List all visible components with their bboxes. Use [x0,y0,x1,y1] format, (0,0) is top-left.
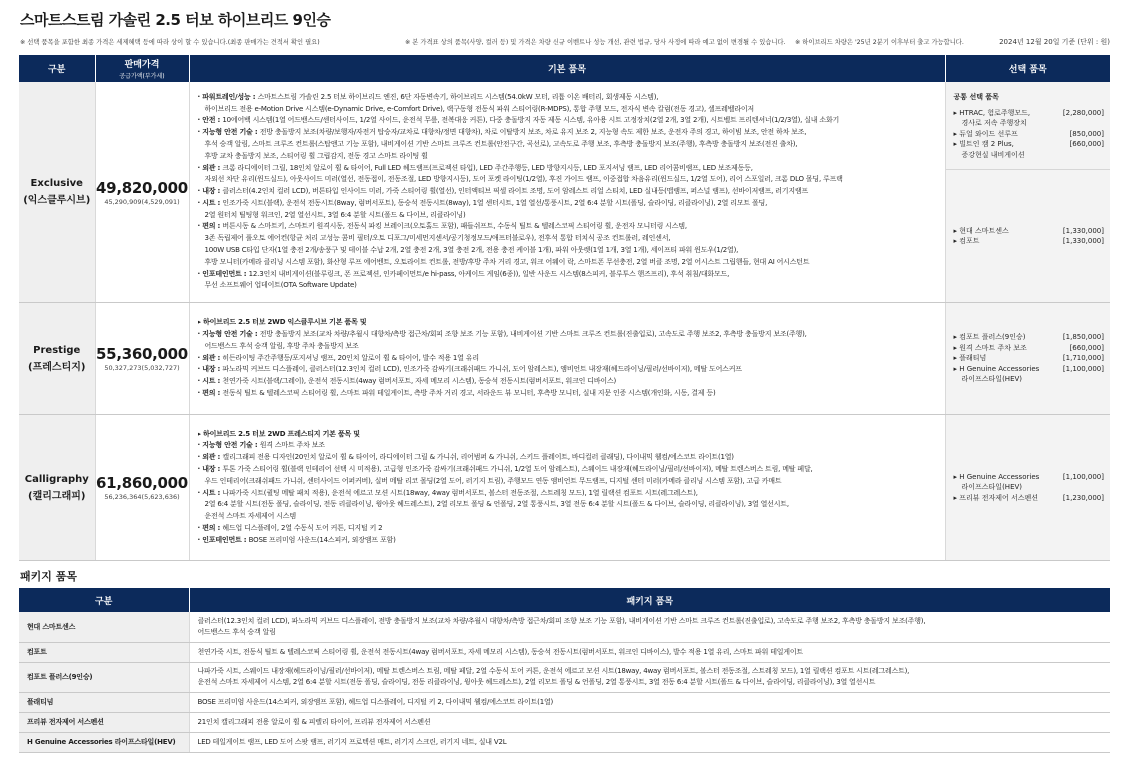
package-line: 운전석 스마트 자세제어 시스템, 2열 6:4 분할 시트(전동 폴딩, 슬라이딩, 전동 리클라이닝, 윙아웃 헤드레스트), 2열 리모트 폴딩 & 언폴딩, 2열 통풍시트, 3열 전동 6:4 분할 시트(폴드 & 다이브, 슬라이딩, 리클라이닝), 3열 열선시트 [197,678,876,686]
option-name-cont: 라이프스타일(HEV) [961,375,1023,384]
option-name: ▸ H Genuine Accessories [953,364,1040,373]
basic-item [198,388,941,400]
option-item [954,353,1105,364]
notes [20,37,1110,49]
basic-item-text: 나파가죽 시트(퀼팅 메탈 패치 적용), 운전석 에르고 모션 시트(18way, 4way 럼버서포트, 볼스터 전동조절, 스트레칭 모드), 1열 릴랙션 컴포트 시트(레그레스트), [222,488,698,497]
price-cell [95,303,189,415]
basic-item [198,92,941,104]
package-row [19,642,1110,662]
basic-item [198,163,941,175]
basic-item [198,353,941,365]
basic-item-text: 100W USB C타입 단자(1열 충전 2개/송풍구 및 테이블 수납 2개, 2열 충전 2개, 3열 충전 2개, 전용 충전 케이블 1개), 파워 아웃렛(1열 1개, 3열 1개), 세이프티 파워 윈도우(1/2열), [204,246,739,255]
option-price: [2,280,000] [1062,108,1104,117]
price-supply: 45,290,909(4,529,091) [104,197,180,206]
trim-cell [19,82,95,303]
package-content [189,612,1110,642]
basic-item [198,511,941,523]
package-line: 21인치 캘리그래피 전용 알로이 휠 & 피렐리 타이어, 프리뷰 전자제어 서스펜션 [197,717,431,726]
package-row [19,662,1110,692]
basic-item-text: 2열 원터치 틸팅형 워크인, 2열 열선시트, 3열 6:4 분할 시트(폴드 & 다이브, 리클라이닝) [204,210,466,219]
package-section-title: 패키지 품목 [20,570,77,583]
date-note: 2024년 12월 20일 기준 (단위 : 원) [999,38,1110,46]
option-name: ▸ 현대 스마트센스 [953,226,1009,235]
basic-item-text: 파노라믹 커브드 디스플레이, 클러스터(12.3인치 컬러 LCD), 인조가죽 감싸기(크래쉬패드 가니쉬, 도어 암레스트), 앰비언트 내장재(헤드라이닝/필러/선바이저), 메탈 도어스커프 [222,365,742,374]
header-group: 구분 [19,55,95,82]
basic-item [198,440,941,452]
basic-items-cell [189,415,945,561]
option-price: [660,000] [1069,343,1104,352]
basic-item-label: · 파워트레인/성능 : [197,92,258,101]
basic-item [198,139,941,151]
basic-item-text: 전방 충돌방지 보조(차량/보행자/자전거 탑승자/교차로 대향차/정면 대향차), 차로 이탈방지 보조, 차로 유지 보조 2, 지능형 속도 제한 보조, 운전자 주의 경고, 하이빔 보조, 안전 하차 보조, [259,128,807,137]
basic-item [198,329,941,341]
note: ※ 본 가격표 상의 품목(사양, 컬러 등) 및 가격은 차량 신규 이벤트나 성능 개선, 관련 법규, 당사 사정에 따라 예고 없이 변경될 수 있습니다. [405,39,786,46]
trim-row [19,415,1110,561]
basic-item-text: 전방 충돌방지 보조(교차 차량/추월시 대향차/측방 접근차/회피 조향 보조 기능 포함), 내비게이션 기반 스마트 크루즈 컨트롤(진출입로), 고속도로 주행 보조2, 후측방 충돌방지 보조(주행), [259,330,807,338]
package-line: LED 테일게이트 램프, LED 도어 스팟 램프, 러기지 프로텍션 매트, 러기지 스크린, 러기지 네트, 실내 V2L [197,737,507,746]
basic-item [198,269,941,281]
basic-item [198,198,941,210]
package-name: 컴포트 플러스(9인승) [19,662,189,692]
package-line: 클러스터(12.3인치 컬러 LCD), 파노라믹 커브드 디스플레이, 전방 충돌방지 보조(교차 차량/추월시 대향차/측방 접근차/회피 조향 보조 기능 포함), 내비게이션 기반 스마트 크루즈 컨트롤(진출입로), 고속도로 주행 보조2, 후측방 충돌방지 보조(주행), [197,616,926,625]
package-content [189,712,1110,732]
pkg-header-items: 패키지 품목 [189,588,1110,612]
basic-item [198,364,941,376]
price-value: 49,820,000 [96,178,188,197]
basic-item-label: · 외관 : [197,353,223,362]
basic-item-text: 후방 모니터(카메라 클리닝 시스템 포함), 화산형 루프 에어벤트, 오토라이트 컨트롤, 전방/후방 주차 거리 경고, 워크 어웨이 락, 스마트폰 무선충전, 2열 버클 조명, 2열 어시스트 그립핸들, 현대 AI 어시스턴트 [204,257,810,266]
basic-item-text: 스마트스트림 가솔린 2.5 터보 하이브리드 엔진, 6단 자동변속기, 하이브리드 시스템(54.0kW 모터, 리튬 이온 배터리, 회생제동 시스템), [257,92,659,101]
price-supply: 56,236,364(5,623,636) [104,493,180,501]
basic-item-text: 무선 소프트웨어 업데이트(OTA Software Update) [204,281,357,290]
trim-name-kr: (익스클루시브) [23,195,91,206]
package-table [19,588,1110,753]
basic-item-label: · 시트 : [197,488,223,497]
trim-cell [19,303,95,415]
basic-item [198,221,941,233]
package-content [189,662,1110,692]
trim-name-en: Exclusive [30,178,83,189]
option-group [946,170,1111,302]
package-content [189,732,1110,752]
package-name: 컴포트 [19,642,189,662]
basic-item-text: 헤드업 디스플레이, 2열 수동식 도어 커튼, 디지털 키 2 [222,523,383,532]
option-price: [1,330,000] [1062,226,1104,235]
basic-item [198,429,941,441]
basic-item [198,376,941,388]
basic-item [198,210,941,222]
option-name-cont: 증강현실 내비게이션 [961,150,1025,159]
option-name: ▸ 원격 스마트 주차 보조 [953,343,1027,352]
option-price: [1,100,000] [1062,472,1104,481]
option-price: [850,000] [1069,129,1104,138]
price-supply: 50,327,273(5,032,727) [104,364,180,372]
option-item [954,139,1105,150]
basic-item-text: 10에어백 시스템(1열 어드밴스드/센터사이드, 1/2열 사이드, 운전석 무릎, 전복대응 커튼), 다중 충돌방지 자동 제동 시스템, 유아용 시트 고정장치(2열 2개, 3열 2개), 시트벨트 프리텐셔너(1/2/3열), 실내 소화기 [222,116,840,125]
basic-item-label: · 내장 : [197,464,223,473]
basic-item-text: 후석 승객 알림, 스마트 크루즈 컨트롤(스탑앤고 기능 포함), 내비게이션 기반 스마트 크루즈 컨트롤(안전구간, 곡선로), 고속도로 주행 보조, 후측방 충돌방지 보조(주행), 후측방 충돌방지 보조(전진 출차), [204,139,798,148]
option-item [954,129,1105,140]
package-row [19,692,1110,712]
basic-item-label: ▸ 하이브리드 2.5 터보 2WD 프레스티지 기본 품목 및 [197,429,360,438]
basic-item-text: 투톤 가죽 스티어링 휠(블랙 인테리어 선택 시 미적용), 고급형 인조가죽 감싸기(크래쉬패드 가니쉬, 1/2열 도어 암레스트), 스웨이드 내장재(헤드라이닝/필러/선바이저), 메탈 트렌스버스 트림, 메탈 페달, [222,464,813,473]
basic-item-label: · 시트 : [197,377,223,386]
basic-item-text: 후방 교차 충돌방지 보조, 스티어링 휠 그립감지, 전동 경고 스마트 라이팅 휠 [204,151,428,160]
basic-item [198,523,941,535]
basic-item-text: 2열 6:4 분할 시트(전동 폴딩, 슬라이딩, 전동 리클라이닝, 윙아웃 헤드레스트), 2열 리모트 폴딩 & 언폴딩, 2열 통풍시트, 3열 전동 6:4 분할 시트(폴드 & 다이브, 슬라이딩, 리클라이닝), 3열 열선시트, [204,500,789,509]
option-group [946,82,1111,170]
basic-item-label: · 인포테인먼트 : [197,535,249,544]
option-name-cont: 경사로 저속 주행장치 [961,119,1027,127]
basic-item [198,104,941,116]
package-content [189,642,1110,662]
basic-item-label: · 지능형 안전 기술 : [197,330,260,338]
basic-item [198,452,941,464]
option-group [946,472,1111,504]
option-price: [1,230,000] [1062,493,1104,502]
option-price: [1,850,000] [1062,333,1104,342]
basic-item-text: 하이브리드 전용 e-Motion Drive 시스템(e-Dynamic Drive, e-Comfort Drive), 랙구동형 전동식 파워 스티어링(R-MDPS), 통합 주행 모드, 전자식 변속 칼럼(전동 경고), 셀프레벨라이저 [204,104,754,113]
pkg-header-group: 구분 [19,588,189,612]
basic-item-text: 히든라이팅 주간주행등/포지셔닝 램프, 20인치 알로이 휠 & 타이어, 발수 적용 1열 유리 [222,353,479,362]
basic-item-text: 크롬 라디에이터 그릴, 18인치 알로이 휠 & 타이어, Full LED 헤드램프(프로젝션 타입), LED 주간주행등, LED 방향지시등, LED 포지셔닝 램프, LED 리어콤비램프, LED 보조제동등, [222,163,753,172]
option-item [954,236,1105,247]
trim-name-kr: (캘리그래피) [28,490,86,502]
package-line: 천연가죽 시트, 전동식 틸트 & 텔레스코픽 스티어링 휠, 운전석 전동시트(4way 럼버서포트, 자세 메모리 시스템), 동승석 전동시트(럼버서포트, 워크인 디바이스), 발수 적용 1열 유리, 스마트 파워 테일게이트 [197,647,803,656]
basic-item [198,174,941,186]
options-cell [945,415,1110,561]
basic-item-label: · 외관 : [197,163,223,172]
basic-item [198,233,941,245]
option-name: ▸ H Genuine Accessories [953,472,1040,481]
basic-item-label: · 안전 : [197,116,223,125]
basic-item [198,115,941,127]
package-row [19,612,1110,642]
basic-item-text: 천연가죽 시트(블랙/그레이), 운전석 전동시트(4way 럼버서포트, 자세 메모리 시스템), 동승석 전동시트(럼버서포트, 워크인 디바이스) [222,377,617,386]
price-cell [95,415,189,561]
page-title: 스마트스트림 가솔린 2.5 터보 하이브리드 9인승 [20,11,331,29]
basic-item [198,488,941,500]
basic-item-text: 원격 스마트 주차 보조 [259,441,325,450]
basic-item [198,151,941,163]
basic-item-label: · 내장 : [197,365,223,374]
price-cell [95,82,189,303]
trim-name-kr: (프레스티지) [28,361,86,373]
trim-name-en: Prestige [33,344,81,356]
basic-item-label: ▸ 하이브리드 2.5 터보 2WD 익스클루시브 기본 품목 및 [197,318,367,327]
package-row [19,732,1110,752]
note: ※ 하이브리드 차량은 '25년 2분기 이후부터 출고 가능합니다. [795,39,964,46]
package-name: 현대 스마트센스 [19,612,189,642]
basic-item-text: 12.3인치 내비게이션(블루링크, 폰 프로젝션, 인카페이먼트/e hi-pass, 아케이드 게임(6종)), 일반 사운드 시스템(8스피커, 블루투스 핸즈프리), 후석 취침/대화모드, [248,269,730,278]
basic-item-text: BOSE 프리미엄 사운드(14스피커, 외장앰프 포함) [248,535,396,544]
basic-item-text: 우드 인테리어(크래쉬패드 가니쉬, 센터사이드 어퍼커버), 실버 메탈 리코 몰딩(2열 도어, 러기지 트림), 주행모드 연동 앰비언트 무드램프, 디지털 센터 미러(카메라 클리닝 시스템 포함), 고급 카매트 [204,476,782,485]
basic-item [198,280,941,292]
basic-items-cell [189,303,945,415]
option-item [954,108,1105,119]
basic-item-label: · 편의 : [197,523,223,532]
option-group [946,332,1111,385]
basic-item-text: 캘리그래피 전용 디자인(20인치 알로이 휠 & 타이어, 라디에이터 그릴 & 가니쉬, 리어범퍼 & 가니쉬, 스키드 플레이트, 바디컬러 클래딩), 다이내믹 웰컴/에스코트 라이트(1열) [222,453,734,462]
option-item [954,332,1105,343]
option-group-title: 공통 선택 품목 [953,93,999,101]
option-item [954,226,1105,237]
basic-item [198,317,941,329]
basic-item [198,186,941,198]
header-price-sub: 공급가액(부가세) [119,73,165,80]
basic-item-label: · 시트 : [197,198,223,207]
option-name: ▸ 컴포트 [953,237,980,245]
option-price: [1,330,000] [1062,237,1104,245]
option-price: [1,710,000] [1062,354,1104,363]
basic-item-text: 클러스터(4.2인치 컬러 LCD), 버튼타입 인사이드 미러, 가죽 스티어링 휠(열선), 인터액티브 픽셀 라이트 조명, 도어 암레스트 리얼 스티치, LED 실내등(맵램프, 퍼스널 램프), 선바이저램프, 러기지램프 [222,187,809,196]
basic-item-text: 전동식 틸트 & 텔레스코픽 스티어링 휠, 스마트 파워 테일게이트, 측방 주차 거리 경고, 서라운드 뷰 모니터, 후측방 모니터, 실내 지문 인증 시스템(개인화, 시동, 결제 등) [222,388,716,397]
option-item [954,472,1105,483]
basic-item-label: · 편의 : [197,388,223,397]
package-row [19,712,1110,732]
basic-item [198,464,941,476]
options-cell [945,82,1110,303]
option-name: ▸ 빌트인 캠 2 Plus, [953,140,1014,148]
header-price: 판매가격 공급가액(부가세) [95,55,189,82]
price-table [19,55,1110,561]
basic-item-text: 인조가죽 시트(블랙), 운전석 전동시트(8way, 럼버서포트), 동승석 전동시트(8way), 1열 센터시트, 1열 열선/통풍시트, 2열 6:4 분할 시트(폴딩, 슬라이딩, 리클라이닝), 2열 리모트 폴딩, [222,198,768,207]
option-name: ▸ 듀얼 와이드 선루프 [953,129,1018,138]
basic-item-label: · 인포테인먼트 : [197,269,249,278]
package-name: 플래티넘 [19,692,189,712]
package-line: 어드밴스드 후석 승객 알림 [197,627,276,636]
trim-row [19,303,1110,415]
package-name: 프리뷰 전자제어 서스펜션 [19,712,189,732]
option-name: ▸ 컴포트 플러스(9인승) [953,333,1026,342]
option-name: ▸ 프리뷰 전자제어 서스펜션 [953,493,1039,502]
basic-items-cell [189,82,945,303]
package-name: H Genuine Accessories 라이프스타일(HEV) [19,732,189,752]
basic-item-text: 자외선 차단 유리(윈드실드), 아웃사이드 미러(열선, 전동접이, 전동조절, LED 방향지시등), 도어 포켓 라이팅(1/2열), 후진 가이드 램프, 이중접합 차음유리(윈드실드, 1/2열 도어), 리어 스포일러, 크롬 DLO 몰딩, 루프랙 [204,175,843,184]
price-value: 61,860,000 [96,474,188,492]
basic-item-label: · 내장 : [197,187,223,196]
trim-name-en: Calligraphy [24,473,89,485]
basic-item [198,535,941,547]
option-name-cont: 라이프스타일(HEV) [961,483,1023,492]
option-item [954,343,1105,354]
note: ※ 선택 품목을 포함한 최종 가격은 세제혜택 등에 따라 상이 할 수 있습니다.(최종 판매가는 견적서 확인 필요) [20,39,320,46]
option-price: [660,000] [1069,140,1104,148]
trim-cell [19,415,95,561]
basic-item [198,127,941,139]
option-name: ▸ HTRAC, 험로주행모드, [953,108,1031,117]
header-options: 선택 품목 [945,55,1110,82]
basic-item-text: 운전석 스마트 자세제어 시스템 [204,512,296,521]
basic-item-text: 어드밴스드 후석 승객 알림, 후방 주차 충돌방지 보조 [204,341,359,350]
package-line: 나파가죽 시트, 스웨이드 내장재(헤드라이닝/필러/선바이저), 메탈 트렌스버스 트림, 메탈 페달, 2열 수동식 도어 커튼, 운전석 에르고 모션 시트(18way, 4way 럼버서포트, 볼스터 전동조절, 스트레칭 모드), 1열 릴랙션 컴포트 시트(레그레스트), [197,667,910,675]
basic-item-label: · 지능형 안전 기술 : [197,128,260,137]
basic-item-text: 3존 독립제어 풀오토 에어컨(항균 처리 고성능 콤비 필터/오토 디포그/미세먼지센서/공기청정모드/애프터블로우), 전후석 통합 터치식 공조 컨트롤러, 레인센서, [204,234,671,243]
basic-item-label: · 외관 : [197,453,223,462]
basic-item-label: · 지능형 안전 기술 : [197,441,260,450]
basic-item [198,476,941,488]
option-item [954,493,1105,504]
option-name: ▸ 플래티넘 [953,354,987,363]
basic-item [198,341,941,353]
price-value: 55,360,000 [96,345,188,363]
basic-item [198,245,941,257]
basic-item [198,499,941,511]
package-content [189,692,1110,712]
option-price: [1,100,000] [1062,364,1104,373]
basic-item-text: 버튼시동 & 스마트키, 스마트키 원격시동, 전동식 파킹 브레이크(오토홀드 포함), 패들쉬프트, 수동식 틸트 & 텔레스코픽 스티어링 휠, 운전자 모니터링 시스템, [222,222,687,231]
trim-row [19,82,1110,303]
option-item [954,364,1105,375]
header-basic: 기본 품목 [189,55,945,82]
options-cell [945,303,1110,415]
package-line: BOSE 프리미엄 사운드(14스피커, 외장앰프 포함), 헤드업 디스플레이, 디지털 키 2, 다이내믹 웰컴/에스코트 라이트(1열) [197,697,554,706]
basic-item-label: · 편의 : [197,222,223,231]
basic-item [198,257,941,269]
